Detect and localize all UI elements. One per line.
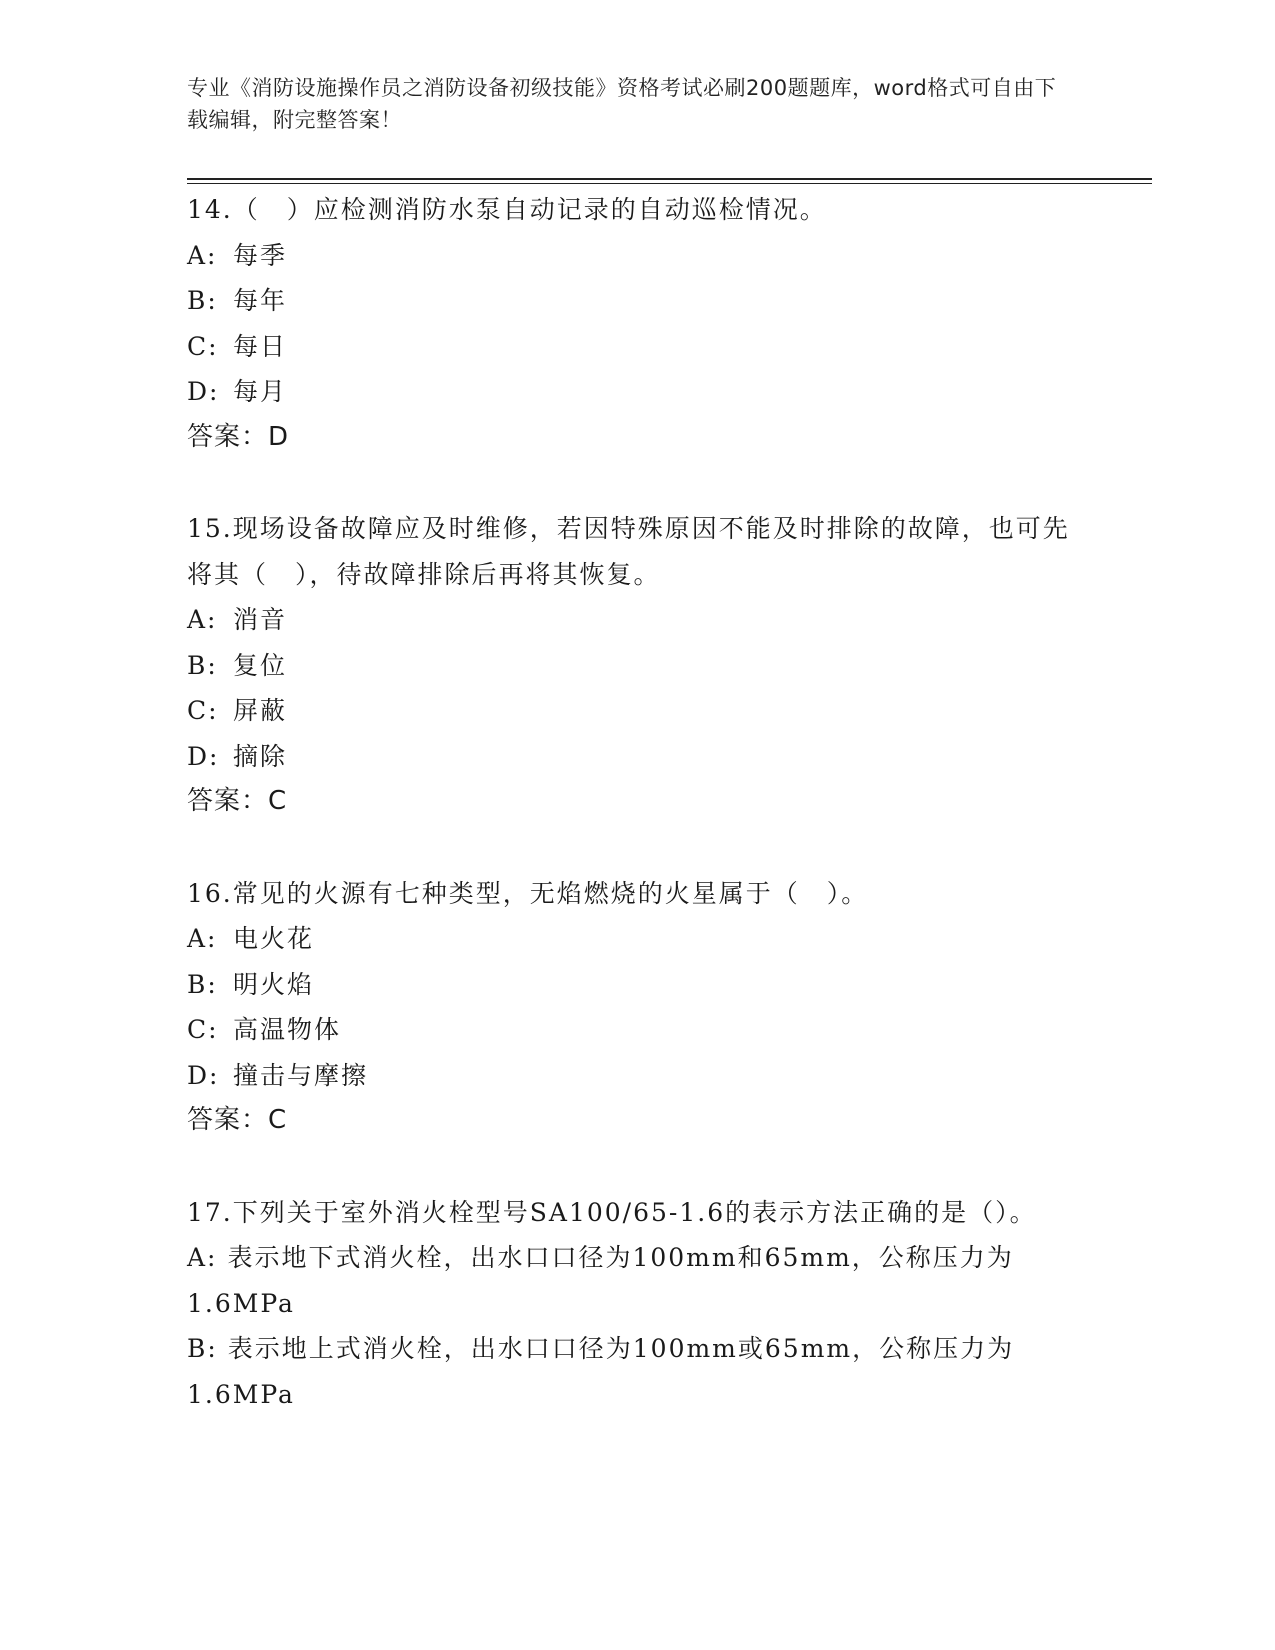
option-d — [187, 734, 1087, 780]
option-a — [187, 597, 1087, 643]
option-b — [187, 278, 1087, 324]
option-letter: C: — [187, 1015, 219, 1044]
option-a — [187, 233, 1087, 279]
option-text: 电火花 — [233, 924, 315, 953]
option-a — [187, 1235, 1027, 1326]
option-c — [187, 324, 1087, 370]
option-letter: B: — [187, 1334, 218, 1363]
option-b — [187, 1326, 1027, 1417]
option-letter: C: — [187, 696, 219, 725]
option-text: 表示地下式消火栓，出水口口径为100mm和65mm，公称压力为1.6MPa — [187, 1243, 1014, 1318]
option-text: 摘除 — [233, 741, 288, 771]
option-letter: A: — [187, 605, 218, 634]
option-letter: D: — [187, 377, 220, 406]
option-text: 撞击与摩擦 — [233, 1060, 369, 1090]
answer-line: 答案：C — [187, 786, 288, 816]
question-list — [187, 187, 1087, 1417]
option-text: 高温物体 — [233, 1015, 342, 1044]
option-b — [187, 643, 1087, 689]
option-letter: A: — [187, 924, 218, 953]
question-stem: 16.常见的火源有七种类型，无焰燃烧的火星属于（ ）。 — [187, 878, 869, 908]
option-text: 复位 — [233, 650, 288, 680]
option-letter: A: — [187, 1243, 218, 1272]
option-letter: B: — [187, 969, 218, 999]
option-text: 每月 — [233, 377, 288, 406]
question-14 — [187, 187, 1087, 460]
option-b — [187, 962, 1087, 1008]
option-text: 明火焰 — [233, 969, 315, 999]
header-divider-thin — [187, 183, 1152, 184]
option-d — [187, 369, 1087, 415]
option-letter: C: — [187, 331, 219, 361]
question-16 — [187, 871, 1087, 1144]
option-letter: A: — [187, 240, 218, 270]
header-divider-thick — [187, 178, 1152, 180]
question-stem: 17.下列关于室外消火栓型号SA100/65-1.6的表示方法正确的是（）。 — [187, 1197, 1037, 1227]
question-stem: 14.（ ）应检测消防水泵自动记录的自动巡检情况。 — [187, 195, 827, 224]
question-15 — [187, 506, 1087, 825]
answer-line: 答案：D — [187, 421, 290, 452]
option-text: 屏蔽 — [233, 696, 288, 725]
option-text: 每日 — [233, 331, 288, 361]
option-letter: D: — [187, 741, 220, 771]
option-d — [187, 1053, 1087, 1099]
option-c — [187, 1007, 1087, 1053]
document-header: 专业《消防设施操作员之消防设备初级技能》资格考试必刷200题题库，word格式可自由下载编辑，附完整答案！ — [187, 76, 1057, 132]
option-text: 表示地上式消火栓，出水口口径为100mm或65mm，公称压力为1.6MPa — [187, 1334, 1015, 1409]
answer-line: 答案：C — [187, 1105, 288, 1135]
option-c — [187, 688, 1087, 734]
option-letter: D: — [187, 1060, 220, 1090]
option-a — [187, 916, 1087, 962]
option-text: 每年 — [233, 286, 288, 315]
option-text: 每季 — [233, 240, 288, 270]
option-text: 消音 — [233, 605, 288, 634]
question-stem: 15.现场设备故障应及时维修，若因特殊原因不能及时排除的故障，也可先将其（ ），待故障排除后再将其恢复。 — [187, 514, 1070, 589]
option-letter: B: — [187, 650, 218, 680]
option-letter: B: — [187, 286, 218, 315]
question-17 — [187, 1190, 1087, 1418]
